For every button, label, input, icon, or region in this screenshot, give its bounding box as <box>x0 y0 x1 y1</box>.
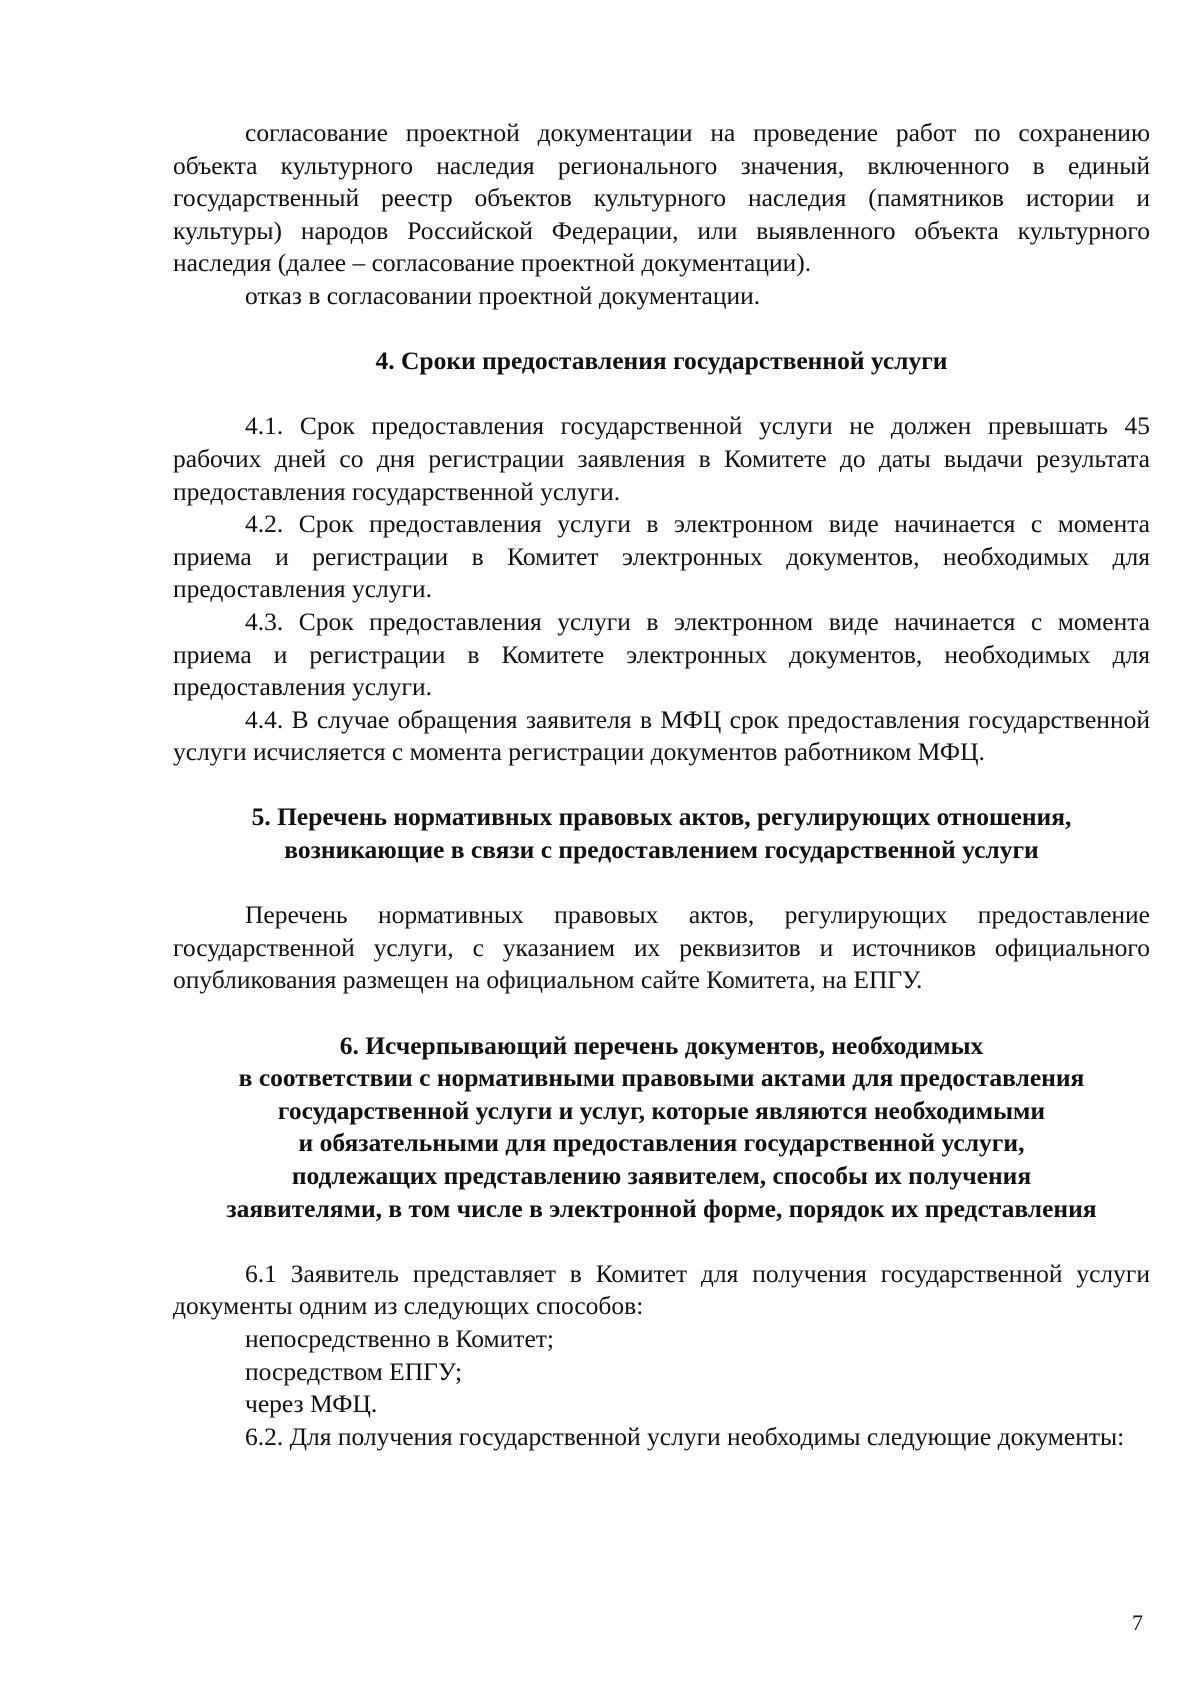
section-6-heading-line: 6. Исчерпывающий перечень документов, необходимых <box>339 1030 984 1060</box>
section-6-item-1: 6.1 Заявитель представляет в Комитет для получения государственной услуги документы одним из следующих способов: <box>173 1258 1150 1321</box>
section-6-heading-line: государственной услуги и услуг, которые являются необходимыми <box>277 1095 1046 1125</box>
section-6-heading <box>173 1030 1150 1226</box>
section-4-item-3: 4.3. Срок предоставления услуги в электронном виде начинается с момента приема и регистрации в Комитете электронных документов, необходимых для предоставления услуги. <box>173 606 1150 702</box>
document-page <box>173 117 1150 1453</box>
spacer <box>173 997 1150 1030</box>
submission-method-item: посредством ЕПГУ; <box>245 1356 463 1386</box>
spacer <box>173 867 1150 900</box>
submission-method-item: непосредственно в Комитет; <box>245 1323 555 1353</box>
page-number: 7 <box>1132 1610 1143 1635</box>
submission-method-item: через МФЦ. <box>245 1389 378 1419</box>
section-4-item-2: 4.2. Срок предоставления услуги в электронном виде начинается с момента приема и регистрации в Комитет электронных документов, необходимых для предоставления услуги. <box>173 509 1150 604</box>
section-6-heading-line: в соответствии с нормативными правовыми актами для предоставления <box>238 1063 1085 1093</box>
section-6-heading-line: подлежащих представлению заявителем, способы их получения <box>291 1161 1032 1190</box>
section-6-heading-line: заявителями, в том числе в электронной форме, порядок их представления <box>226 1193 1097 1223</box>
intro-paragraph-refusal: отказ в согласовании проектной документации. <box>245 280 761 310</box>
section-5-heading-line: 5. Перечень нормативных правовых актов, регулирующих отношения, <box>251 802 1072 832</box>
intro-paragraph-approval: согласование проектной документации на проведение работ по сохранению объекта культурного наследия регионального значения, включенного в единый государственный реестр объектов культурного наследия (памятников истории и культуры) народов Российской Федерации, или выявленного объекта культурного наследия (далее – согласование проектной документации). <box>173 118 1150 278</box>
section-5-heading <box>173 801 1150 866</box>
section-5-heading-line: возникающие в связи с предоставлением государственной услуги <box>284 835 1039 865</box>
section-4-item-1: 4.1. Срок предоставления государственной услуги не должен превышать 45 рабочих дней со дня регистрации заявления в Комитете до даты выдачи результата предоставления государственной услуги. <box>173 411 1150 506</box>
spacer <box>173 1225 1150 1258</box>
section-6-item-2: 6.2. Для получения государственной услуги необходимы следующие документы: <box>245 1421 1125 1451</box>
spacer <box>173 378 1150 411</box>
spacer <box>173 769 1150 802</box>
section-5-paragraph: Перечень нормативных правовых актов, регулирующих предоставление государственной услуги, с указанием их реквизитов и источников официального опубликования размещен на официальном сайте Комитета, на ЕПГУ. <box>173 900 1150 995</box>
spacer <box>173 313 1150 346</box>
section-4-item-4: 4.4. В случае обращения заявителя в МФЦ срок предоставления государственной услуги исчисляется с момента регистрации документов работником МФЦ. <box>173 704 1150 767</box>
section-6-heading-line: и обязательными для предоставления государственной услуги, <box>298 1128 1025 1158</box>
section-4-heading: 4. Сроки предоставления государственной услуги <box>375 346 948 376</box>
